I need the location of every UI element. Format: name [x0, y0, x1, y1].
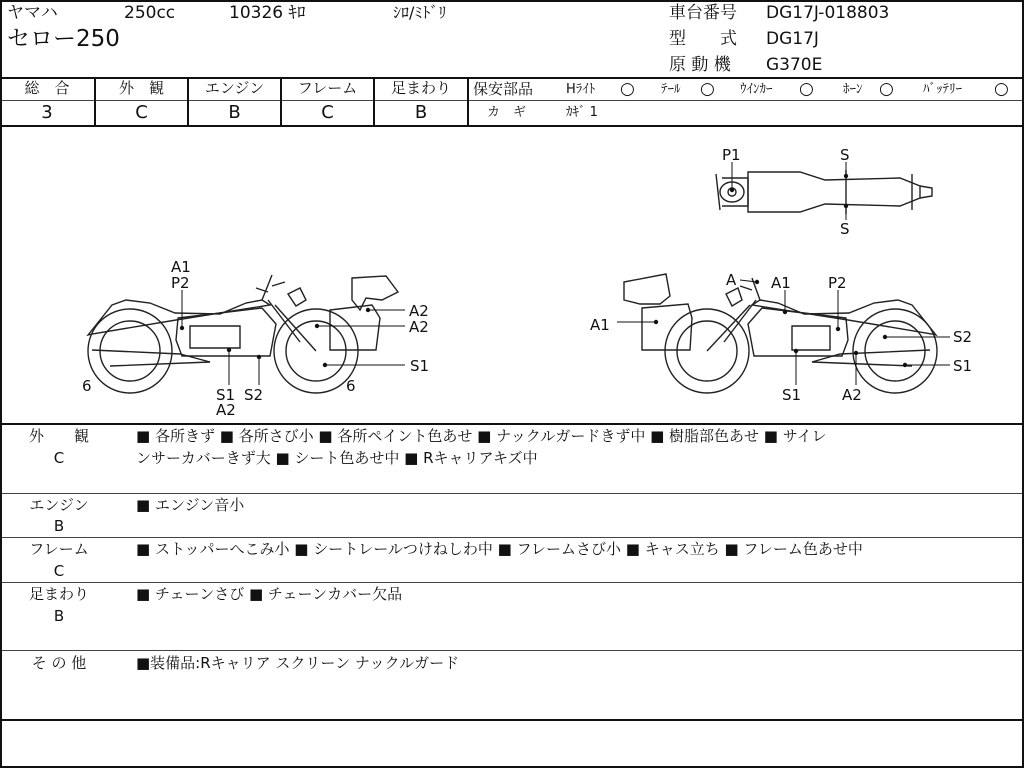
frame-number-value: DG17J-018803: [766, 3, 890, 23]
diagram-label: A2: [409, 318, 429, 336]
diagram-label: P1: [722, 146, 741, 164]
remark-text: ■ 各所きず ■ 各所さび小 ■ 各所ペイント色あせ ■ ナックルガードきず中 ■ 樹脂部色あせ ■ サイレ: [136, 427, 827, 445]
frame-number-label: 車台番号: [669, 3, 737, 23]
safety-winker-label: ｳｲﾝｶｰ: [740, 82, 773, 97]
remark-category: 足まわり: [28, 585, 89, 603]
diagram-label: A2: [842, 386, 862, 404]
remark-category: フレーム: [29, 540, 89, 558]
diagram-label: A2: [409, 302, 429, 320]
engine-type-value: G370E: [766, 55, 823, 75]
remark-grade: C: [53, 562, 65, 580]
diagram-label: A: [726, 271, 737, 289]
safety-tail-mark: ○: [700, 79, 715, 99]
grade-header-engine: エンジン: [204, 79, 265, 97]
grade-header-frame: フレーム: [297, 79, 358, 97]
remark-text: ■装備品:Rキャリア スクリーン ナックルガード: [136, 654, 460, 672]
diagram-label: S: [840, 146, 850, 164]
diagram-label: 6: [82, 377, 92, 395]
remark-text: ■ エンジン音小: [136, 496, 245, 514]
safety-winker-mark: ○: [799, 79, 814, 99]
grade-value-engine: B: [228, 102, 241, 123]
safety-parts-label: 保安部品: [473, 80, 534, 98]
model-type-value: DG17J: [766, 29, 819, 49]
mileage: 10326 ｷﾛ: [229, 3, 306, 23]
diagram-label: S2: [953, 328, 973, 346]
safety-battery-mark: ○: [994, 79, 1009, 99]
grade-header-suspension: 足まわり: [390, 79, 451, 97]
remark-text: ンサーカバーきず大 ■ シート色あせ中 ■ Rキャリアキズ中: [136, 449, 538, 467]
remark-grade: B: [53, 607, 65, 625]
safety-tail-label: ﾃｰﾙ: [661, 82, 681, 97]
safety-horn-label: ﾎｰﾝ: [843, 82, 863, 97]
displacement: 250cc: [124, 3, 176, 23]
remark-text: ■ チェーンさび ■ チェーンカバー欠品: [136, 585, 403, 603]
diagram-label: S1: [410, 357, 430, 375]
diagram-label: A1: [590, 316, 610, 334]
diagram-label: 6: [346, 377, 356, 395]
grade-value-frame: C: [321, 102, 334, 123]
remark-grade: B: [53, 517, 65, 535]
model-name: セロー250: [7, 26, 120, 52]
safety-horn-mark: ○: [879, 79, 894, 99]
grade-header-exterior: 外 観: [118, 79, 164, 97]
safety-headlight-label: Hﾗｲﾄ: [566, 82, 596, 97]
remark-grade: C: [53, 449, 65, 467]
diagram-label: S1: [953, 357, 973, 375]
diagram-label: P2: [171, 274, 190, 292]
diagram-label: A2: [216, 401, 236, 419]
grade-value-suspension: B: [414, 102, 428, 123]
key-value: ｶｷﾞ 1: [566, 105, 598, 120]
remark-category: そ の 他: [31, 654, 87, 672]
maker-name: ヤマハ: [7, 3, 58, 23]
diagram-label: A1: [771, 274, 791, 292]
remark-text: ■ ストッパーへこみ小 ■ シートレールつけねしわ中 ■ フレームさび小 ■ キャス立ち ■ フレーム色あせ中: [136, 540, 863, 558]
grade-header-overall: 総 合: [24, 79, 70, 97]
model-type-label: 型 式: [669, 29, 737, 49]
diagram-label: S2: [244, 386, 264, 404]
remark-category: 外 観: [28, 427, 89, 445]
engine-type-label: 原 動 機: [669, 55, 731, 75]
diagram-label: S1: [782, 386, 802, 404]
safety-battery-label: ﾊﾞｯﾃﾘｰ: [923, 82, 962, 97]
grade-value-overall: 3: [41, 102, 53, 123]
remark-category: エンジン: [29, 496, 89, 514]
safety-headlight-mark: ○: [620, 79, 635, 99]
grade-value-exterior: C: [135, 102, 148, 123]
diagram-label: S: [840, 220, 850, 238]
diagram-label: A1: [171, 258, 191, 276]
diagram-label: S1: [216, 386, 236, 404]
diagram-label: P2: [828, 274, 847, 292]
key-label: カ ギ: [487, 105, 527, 120]
color: ｼﾛ/ﾐﾄﾞﾘ: [393, 3, 447, 22]
